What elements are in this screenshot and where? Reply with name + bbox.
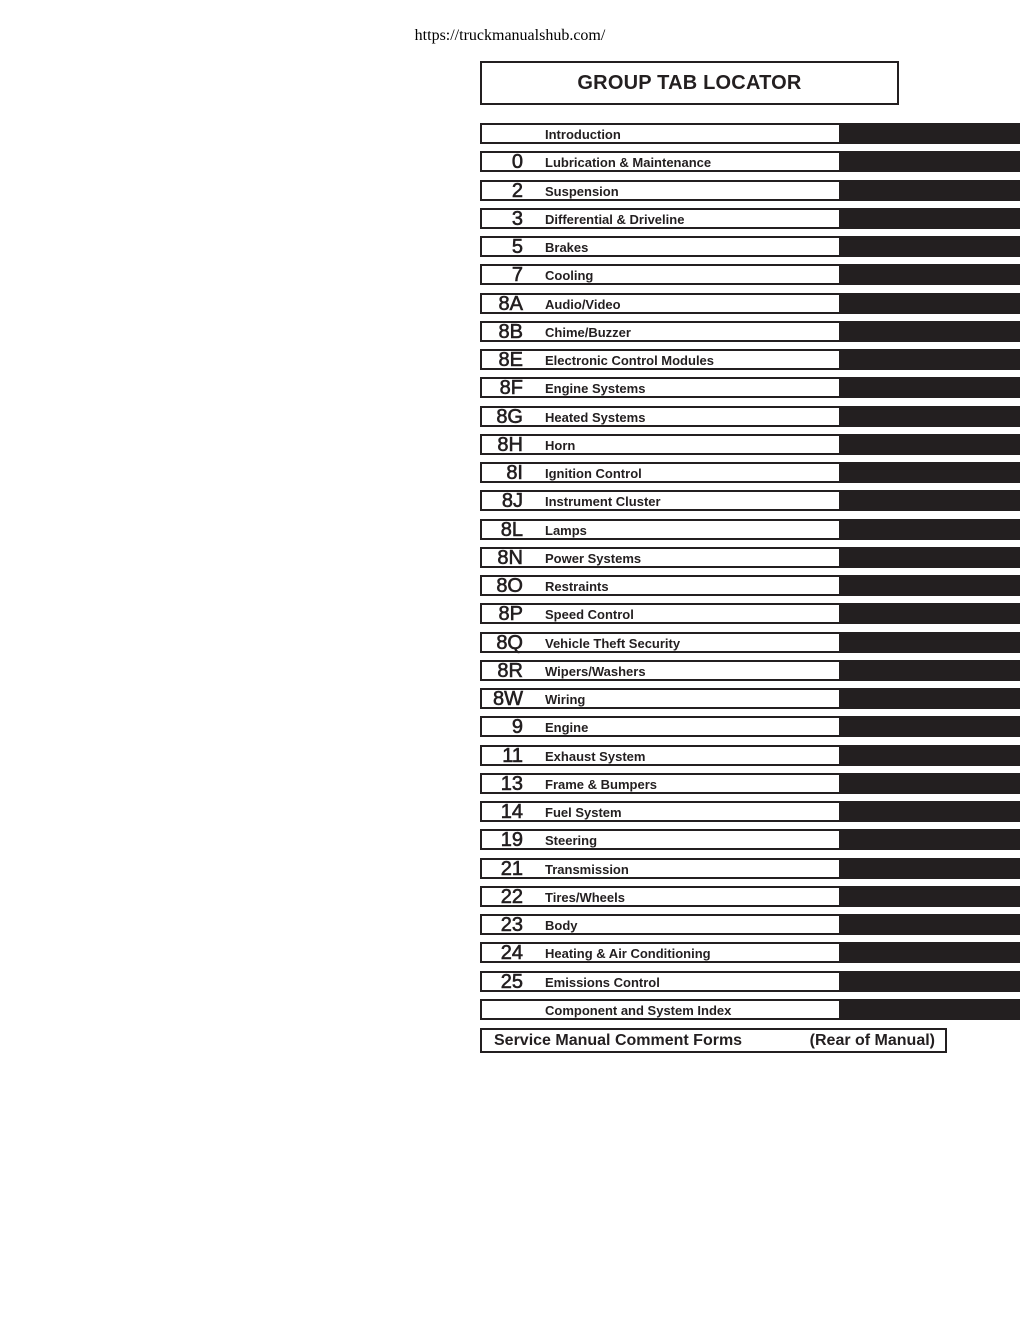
tab-label: Horn (545, 437, 576, 453)
rear-of-manual-label: (Rear of Manual) (809, 1032, 935, 1049)
source-url[interactable]: https://truckmanualshub.com/ (414, 27, 606, 44)
tab-box (480, 632, 841, 653)
tab-box (480, 547, 841, 568)
tab-number: 3 (511, 207, 523, 230)
tab-number: 2 (511, 179, 523, 202)
tab-row[interactable] (480, 942, 1020, 965)
tab-label: Electronic Control Modules (545, 353, 715, 368)
tab-number: 0 (511, 151, 523, 174)
tab-label: Heated Systems (545, 409, 646, 425)
tab-marker (841, 349, 1020, 370)
tab-number: 8B (498, 320, 523, 343)
tab-label: Speed Control (545, 607, 634, 623)
tab-marker (841, 321, 1020, 342)
tab-marker (841, 293, 1020, 314)
tab-label: Fuel System (545, 805, 622, 820)
tab-label: Exhaust System (545, 748, 646, 764)
tab-marker (841, 575, 1020, 596)
tab-label: Lamps (545, 522, 587, 538)
tab-number: 8A (498, 292, 523, 315)
tab-row[interactable] (480, 575, 1020, 595)
tab-box (480, 151, 841, 172)
tab-marker (841, 716, 1020, 737)
tab-box (480, 716, 841, 737)
tab-row[interactable] (480, 208, 1020, 228)
tab-label: Restraints (545, 579, 609, 594)
tab-row[interactable] (480, 349, 1020, 369)
tab-box (480, 999, 841, 1020)
tab-row[interactable] (480, 660, 1020, 680)
tab-marker (841, 886, 1020, 907)
tab-row[interactable] (480, 603, 1020, 626)
tab-box (480, 829, 841, 850)
tab-marker (841, 858, 1020, 879)
tab-label: Audio/Video (545, 296, 621, 312)
tab-box (480, 180, 841, 201)
tab-row[interactable] (480, 801, 1020, 821)
tab-marker (841, 942, 1020, 963)
tab-label: Chime/Buzzer (545, 324, 631, 340)
tab-label: Body (545, 918, 578, 933)
tab-number: 8E (498, 349, 523, 371)
tab-label: Frame & Bumpers (545, 776, 657, 792)
tab-number: 8Q (496, 631, 523, 654)
tab-marker (841, 632, 1020, 653)
tab-row[interactable] (480, 151, 1020, 174)
tab-row[interactable] (480, 829, 1020, 852)
tab-marker (841, 519, 1020, 540)
tab-label: Brakes (545, 240, 589, 255)
tab-marker (841, 490, 1020, 511)
tab-row[interactable] (480, 632, 1020, 652)
tab-marker (841, 462, 1020, 483)
tab-marker (841, 123, 1020, 144)
tab-box (480, 914, 841, 935)
tab-number: 7 (511, 264, 523, 287)
tab-number: 21 (500, 857, 523, 880)
tab-number: 8N (497, 546, 523, 569)
tab-number: 25 (500, 970, 523, 993)
tab-label: Engine Systems (545, 381, 646, 397)
tab-number: 8P (498, 603, 523, 626)
tab-row[interactable] (480, 377, 1020, 400)
tab-box (480, 321, 841, 342)
tab-box (480, 123, 841, 144)
tab-number: 8F (499, 377, 523, 400)
tab-box (480, 886, 841, 907)
tab-number: 8G (496, 405, 523, 428)
tab-box (480, 603, 841, 624)
tab-number: 13 (500, 772, 523, 795)
tab-row[interactable] (480, 321, 1020, 341)
tab-number: 22 (500, 885, 523, 908)
tab-label: Tires/Wheels (545, 889, 625, 905)
tab-marker (841, 999, 1020, 1020)
tab-box (480, 801, 841, 822)
tab-label: Instrument Cluster (545, 494, 661, 510)
tab-number: 14 (500, 801, 523, 823)
tab-number: 19 (500, 829, 523, 852)
tab-box (480, 575, 841, 596)
tab-marker (841, 264, 1020, 285)
tab-row[interactable] (480, 858, 1020, 878)
tab-number: 11 (502, 744, 523, 767)
comment-forms-label: Service Manual Comment Forms (494, 1032, 743, 1049)
tab-number: 9 (511, 716, 523, 739)
tab-label: Introduction (545, 127, 621, 142)
tab-label: Vehicle Theft Security (545, 635, 681, 651)
tab-marker (841, 377, 1020, 398)
tab-box (480, 434, 841, 455)
tab-label: Transmission (545, 861, 629, 877)
tab-row[interactable] (480, 716, 1020, 739)
tab-label: Component and System Index (545, 1002, 732, 1018)
tab-box (480, 971, 841, 992)
tab-marker (841, 971, 1020, 992)
tab-marker (841, 688, 1020, 709)
tab-box (480, 660, 841, 681)
tab-row[interactable] (480, 773, 1020, 793)
tab-marker (841, 236, 1020, 257)
tab-number: 8O (496, 575, 523, 597)
tab-box (480, 519, 841, 540)
tab-label: Heating & Air Conditioning (545, 946, 711, 962)
tab-box (480, 293, 841, 314)
tab-label: Steering (545, 833, 598, 849)
tab-box (480, 377, 841, 398)
tab-number: 8R (497, 659, 523, 682)
tab-label: Suspension (545, 183, 619, 199)
tab-box (480, 773, 841, 794)
tab-number: 8H (497, 433, 523, 456)
tab-box (480, 462, 841, 483)
tab-row[interactable] (480, 236, 1020, 256)
tab-row[interactable] (480, 123, 1020, 143)
tab-row[interactable] (480, 688, 1020, 708)
tab-row[interactable] (480, 462, 1020, 482)
tab-marker (841, 180, 1020, 201)
tab-marker (841, 660, 1020, 681)
tab-marker (841, 773, 1020, 794)
tab-number: 24 (500, 942, 523, 965)
tab-label: Differential & Driveline (545, 211, 685, 227)
tab-row[interactable] (480, 293, 1020, 313)
tab-box (480, 208, 841, 229)
tab-label: Power Systems (545, 550, 642, 566)
tab-list (480, 123, 1020, 1027)
tab-box (480, 264, 841, 285)
tab-marker (841, 208, 1020, 229)
tab-box (480, 406, 841, 427)
tab-number: 8I (506, 462, 523, 484)
tab-marker (841, 151, 1020, 172)
tab-row[interactable] (480, 519, 1020, 539)
tab-box (480, 942, 841, 963)
tab-marker (841, 829, 1020, 850)
tab-row[interactable] (480, 264, 1020, 287)
tab-row[interactable] (480, 999, 1020, 1019)
tab-label: Emissions Control (545, 974, 660, 990)
tab-row[interactable] (480, 914, 1020, 934)
comment-forms-box (480, 1028, 947, 1053)
tab-row[interactable] (480, 180, 1020, 200)
tab-label: Wipers/Washers (545, 663, 646, 679)
tab-marker (841, 406, 1020, 427)
tab-marker (841, 547, 1020, 568)
tab-number: 8L (500, 518, 523, 541)
tab-row[interactable] (480, 745, 1020, 765)
tab-box (480, 858, 841, 879)
tab-marker (841, 434, 1020, 455)
tab-marker (841, 914, 1020, 935)
tab-label: Lubrication & Maintenance (545, 155, 712, 171)
tab-box (480, 745, 841, 766)
tab-box (480, 688, 841, 709)
tab-number: 23 (500, 914, 523, 936)
tab-label: Ignition Control (545, 466, 642, 481)
tab-marker (841, 745, 1020, 766)
tab-marker (841, 801, 1020, 822)
tab-box (480, 349, 841, 370)
tab-number: 8J (501, 490, 523, 513)
tab-row[interactable] (480, 406, 1020, 426)
tab-number: 5 (511, 236, 523, 258)
tab-row[interactable] (480, 547, 1020, 567)
tab-label: Wiring (545, 692, 586, 707)
tab-box (480, 236, 841, 257)
page-title: GROUP TAB LOCATOR (480, 61, 899, 105)
tab-number: 8W (493, 688, 523, 710)
tab-row[interactable] (480, 434, 1020, 454)
tab-row[interactable] (480, 490, 1020, 513)
tab-row[interactable] (480, 971, 1020, 991)
tab-box (480, 490, 841, 511)
tab-label: Engine (545, 720, 589, 736)
tab-label: Cooling (545, 268, 594, 284)
tab-row[interactable] (480, 886, 1020, 906)
tab-marker (841, 603, 1020, 624)
